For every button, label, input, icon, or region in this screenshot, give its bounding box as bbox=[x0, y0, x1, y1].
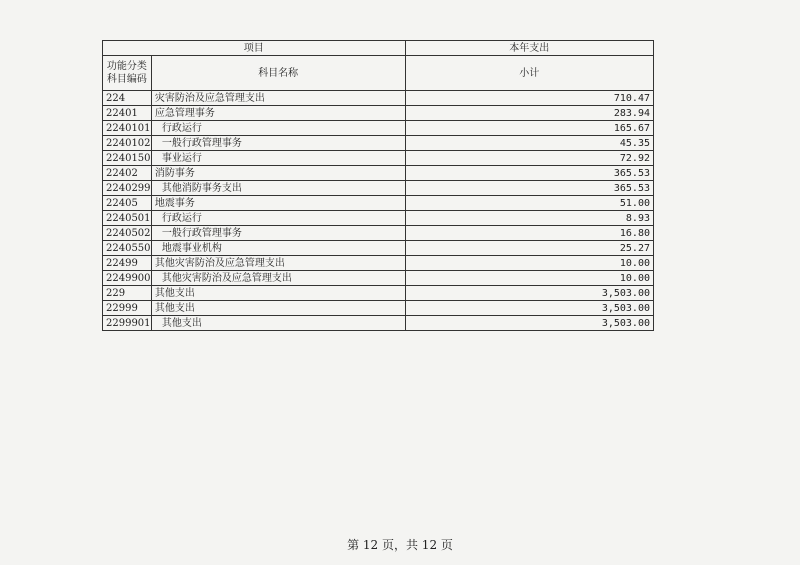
row-name: 其他支出 bbox=[151, 316, 405, 331]
table-row bbox=[103, 166, 654, 181]
row-name: 行政运行 bbox=[151, 121, 405, 136]
row-code: 22999 bbox=[103, 301, 152, 316]
header-annual-expense: 本年支出 bbox=[405, 41, 653, 56]
header-name-label: 科目名称 bbox=[151, 56, 405, 91]
row-amount: 10.00 bbox=[405, 256, 653, 271]
row-amount: 51.00 bbox=[405, 196, 653, 211]
table-header-row bbox=[103, 41, 654, 56]
table-row bbox=[103, 271, 654, 286]
table-row bbox=[103, 136, 654, 151]
row-amount: 365.53 bbox=[405, 166, 653, 181]
row-code: 2240550 bbox=[103, 241, 152, 256]
row-code: 2240101 bbox=[103, 121, 152, 136]
row-amount: 710.47 bbox=[405, 91, 653, 106]
header-project: 项目 bbox=[103, 41, 406, 56]
row-amount: 365.53 bbox=[405, 181, 653, 196]
row-name: 一般行政管理事务 bbox=[151, 226, 405, 241]
table-row bbox=[103, 241, 654, 256]
row-name: 应急管理事务 bbox=[151, 106, 405, 121]
row-code: 22401 bbox=[103, 106, 152, 121]
table-subheader-row bbox=[103, 56, 654, 91]
row-name: 其他灾害防治及应急管理支出 bbox=[151, 256, 405, 271]
page-footer: 第 12 页，共 12 页 bbox=[347, 538, 453, 552]
table-row bbox=[103, 181, 654, 196]
row-amount: 16.80 bbox=[405, 226, 653, 241]
budget-table bbox=[102, 40, 654, 331]
row-amount: 3,503.00 bbox=[405, 286, 653, 301]
row-name: 地震事务 bbox=[151, 196, 405, 211]
table-row bbox=[103, 226, 654, 241]
table-row bbox=[103, 196, 654, 211]
row-name: 其他支出 bbox=[151, 301, 405, 316]
row-amount: 283.94 bbox=[405, 106, 653, 121]
table-row bbox=[103, 106, 654, 121]
row-code: 22499 bbox=[103, 256, 152, 271]
row-code: 2240150 bbox=[103, 151, 152, 166]
row-code: 224 bbox=[103, 91, 152, 106]
row-code: 2249900 bbox=[103, 271, 152, 286]
row-name: 其他支出 bbox=[151, 286, 405, 301]
row-amount: 165.67 bbox=[405, 121, 653, 136]
table-row bbox=[103, 316, 654, 331]
row-name: 事业运行 bbox=[151, 151, 405, 166]
row-code: 2240502 bbox=[103, 226, 152, 241]
table-row bbox=[103, 121, 654, 136]
row-code: 229 bbox=[103, 286, 152, 301]
row-code: 22405 bbox=[103, 196, 152, 211]
table-row bbox=[103, 211, 654, 226]
row-amount: 3,503.00 bbox=[405, 316, 653, 331]
row-code: 2299901 bbox=[103, 316, 152, 331]
header-subtotal: 小计 bbox=[405, 56, 653, 91]
row-amount: 72.92 bbox=[405, 151, 653, 166]
table-row bbox=[103, 301, 654, 316]
row-name: 其他灾害防治及应急管理支出 bbox=[151, 271, 405, 286]
row-name: 一般行政管理事务 bbox=[151, 136, 405, 151]
table-row bbox=[103, 256, 654, 271]
row-name: 行政运行 bbox=[151, 211, 405, 226]
row-amount: 25.27 bbox=[405, 241, 653, 256]
table-row bbox=[103, 91, 654, 106]
row-code: 2240102 bbox=[103, 136, 152, 151]
table-row bbox=[103, 286, 654, 301]
row-name: 消防事务 bbox=[151, 166, 405, 181]
row-name: 其他消防事务支出 bbox=[151, 181, 405, 196]
row-code: 22402 bbox=[103, 166, 152, 181]
header-code-label: 功能分类科目编码 bbox=[103, 56, 152, 91]
row-name: 灾害防治及应急管理支出 bbox=[151, 91, 405, 106]
row-amount: 8.93 bbox=[405, 211, 653, 226]
row-code: 2240501 bbox=[103, 211, 152, 226]
row-name: 地震事业机构 bbox=[151, 241, 405, 256]
table-row bbox=[103, 151, 654, 166]
row-code: 2240299 bbox=[103, 181, 152, 196]
row-amount: 10.00 bbox=[405, 271, 653, 286]
row-amount: 45.35 bbox=[405, 136, 653, 151]
row-amount: 3,503.00 bbox=[405, 301, 653, 316]
